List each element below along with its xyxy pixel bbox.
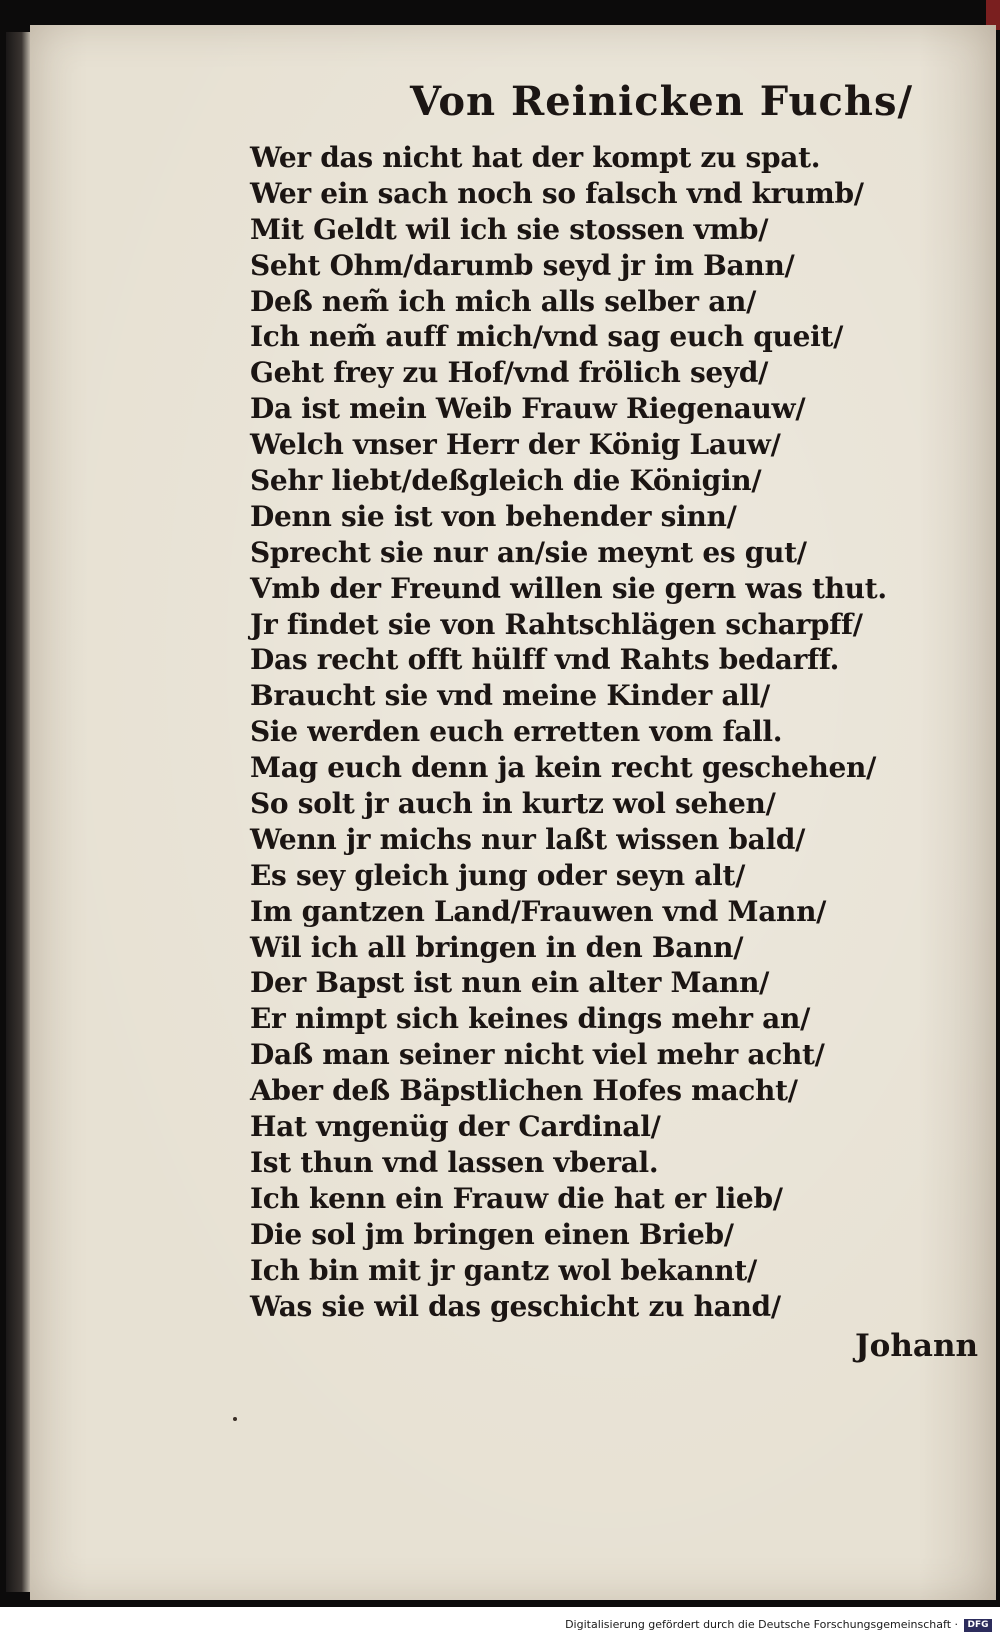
verse-line: Was sie wil das geschicht zu hand/ [250,1289,781,1323]
running-title: Von Reinicken Fuchs/ [410,78,914,125]
verse-line: Es sey gleich jung oder seyn alt/ [250,858,746,892]
verse-line: Ich kenn ein Frauw die hat er lieb/ [250,1181,783,1215]
verse-line: Vmb der Freund willen sie gern was thut. [250,571,887,605]
verse-line: Denn sie ist von behender sinn/ [250,499,737,533]
verse-line: Wer das nicht hat der kompt zu spat. [250,141,821,174]
verse-line: Deß nem̃ ich mich alls selber an/ [250,284,757,318]
verse-line: Jr findet sie von Rahtschlägen scharpff/ [250,607,863,641]
verse-line: Da ist mein Weib Frauw Riegenauw/ [250,392,806,426]
verse-text [250,140,887,1324]
verse-line: Braucht sie vnd meine Kinder all/ [250,679,770,713]
verse-line: Seht Ohm/darumb seyd jr im Bann/ [250,248,795,282]
verse-line: Sie werden euch erretten vom fall. [250,715,783,749]
verse-line: Wenn jr michs nur laßt wissen bald/ [250,822,806,856]
verse-line: Mag euch denn ja kein recht geschehen/ [250,751,877,785]
verse-line: Daß man seiner nicht viel mehr acht/ [250,1038,825,1072]
verse-line: Im gantzen Land/Frauwen vnd Mann/ [250,894,827,928]
verse-line: Ich bin mit jr gantz wol bekannt/ [250,1253,757,1287]
verse-line: Welch vnser Herr der König Lauw/ [250,428,781,462]
verse-line: Ist thun vnd lassen vberal. [250,1145,659,1179]
verse-line: Hat vngenüg der Cardinal/ [250,1110,661,1144]
dfg-logo-icon: DFG [964,1619,992,1632]
verse-line: Ich nem̃ auff mich/vnd sag euch queit/ [250,320,843,354]
page-edge-shadow [6,32,32,1592]
verse-line: Geht frey zu Hof/vnd frölich seyd/ [250,356,769,390]
verse-line: Die sol jm bringen einen Brieb/ [250,1217,734,1251]
verse-line: Wil ich all bringen in den Bann/ [250,930,744,964]
verse-line: Wer ein sach noch so falsch vnd krumb/ [250,176,864,210]
verse-line: Das recht offt hülff vnd Rahts bedarff. [250,643,840,677]
verse-line: Mit Geldt wil ich sie stossen vmb/ [250,212,769,246]
verse-line: Aber deß Bäpstlichen Hofes macht/ [250,1074,798,1108]
verse-line: Sehr liebt/deßgleich die Königin/ [250,464,762,498]
verse-line: So solt jr auch in kurtz wol sehen/ [250,787,776,821]
footer-bar [0,1607,1000,1641]
verse-line: Der Bapst ist nun ein alter Mann/ [250,966,770,1000]
verse-line: Er nimpt sich keines dings mehr an/ [250,1002,811,1036]
verse-line: Sprecht sie nur an/sie meynt es gut/ [250,535,807,569]
funding-credit: Digitalisierung gefördert durch die Deutsche Forschungsgemeinschaft · [565,1618,958,1631]
catchword: Johann [855,1328,979,1364]
ink-speck [233,1417,237,1421]
